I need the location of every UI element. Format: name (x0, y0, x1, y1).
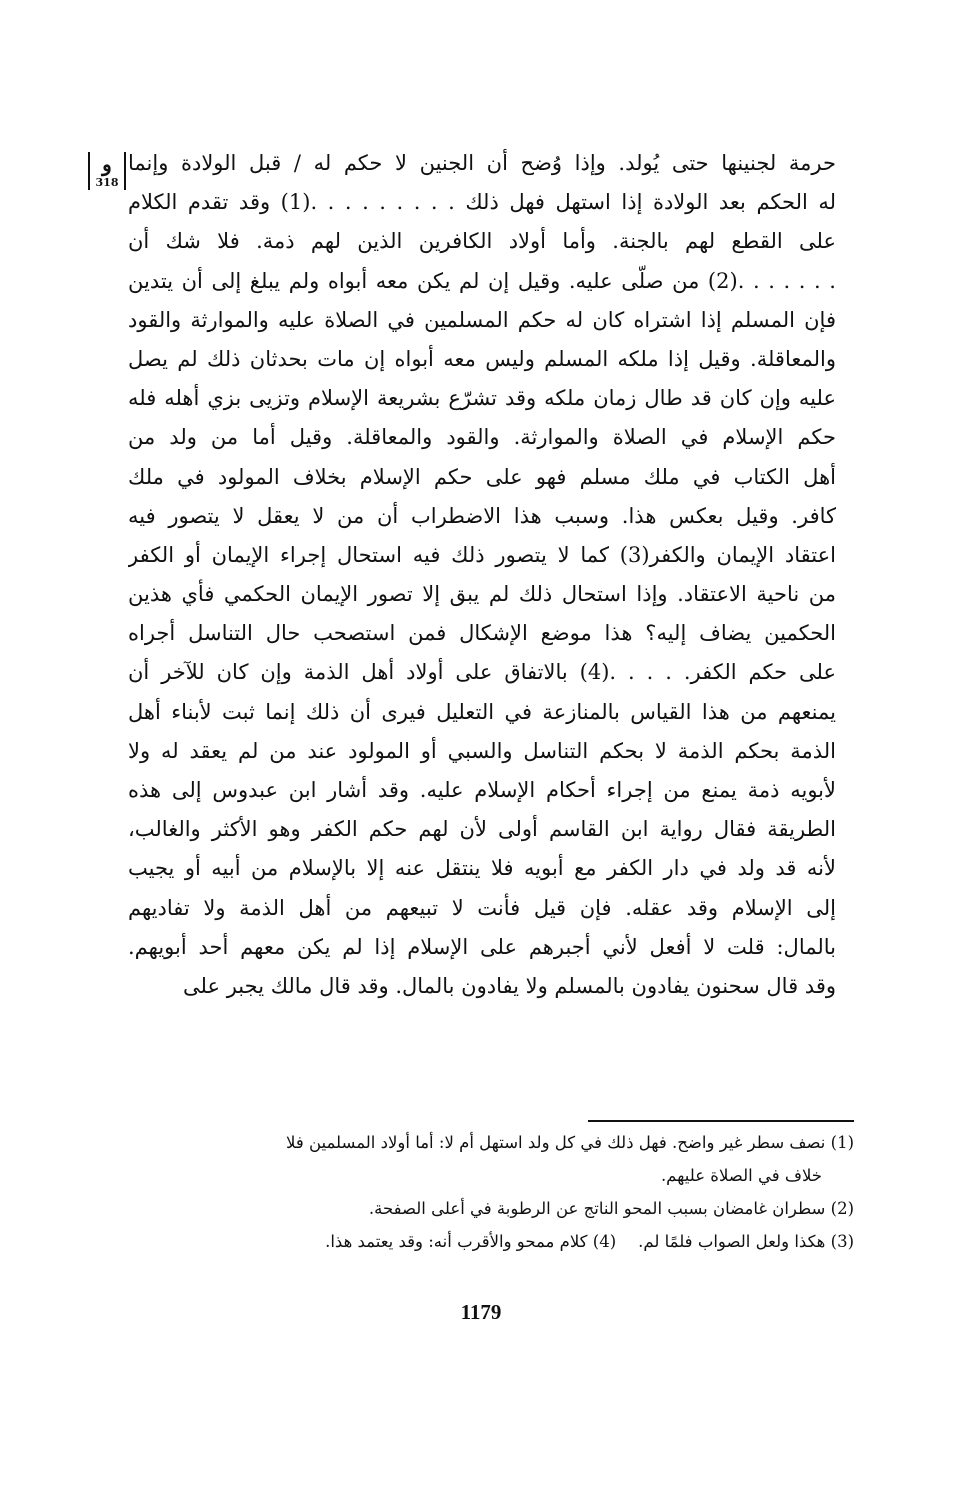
text-line: حرمة لجنينها حتى يُولد. وإذا وُضح أن الجنين لا حكم له / قبل الولادة وإنما (128, 151, 836, 175)
footnote-separator (588, 1120, 854, 1122)
manuscript-folio-marker (88, 152, 126, 190)
text-line: كافر. وقيل بعكس هذا. وسبب هذا الاضطراب أن من لا يعقل لا يتصور فيه (128, 503, 836, 528)
main-text (128, 144, 836, 1006)
text-line: من ناحية الاعتقاد. وإذا استحال ذلك لم يبق إلا تصور الإيمان الحكمي فأي هذين (128, 582, 836, 607)
footnote-1: (1) نصف سطر غير واضح. فهل ذلك في كل ولد استهل أم لا: أما أولاد المسلمين فلا (286, 1133, 854, 1152)
text-line: لأنه قد ولد في دار الكفر مع أبويه فلا ينتقل عنه إلا بالإسلام من أبيه أو يجيب (128, 856, 836, 881)
text-line: على القطع لهم بالجنة. وأما أولاد الكافرين الذين لهم ذمة. فلا شك أن (128, 229, 836, 254)
text-line: الحكمين يضاف إليه؟ هذا موضع الإشكال فمن استصحب حال التناسل أجراه (128, 621, 836, 646)
text-line: عليه وإن كان قد طال زمان ملكه وقد تشرّع بشريعة الإسلام وتزيى بزي أهله فله (128, 386, 836, 411)
footnote-2: (2) سطران غامضان بسبب المحو الناتج عن الرطوبة في أعلى الصفحة. (368, 1199, 854, 1218)
folio-number: 318 (95, 176, 119, 189)
text-line: بالمال: قلت لا أفعل لأني أجبرهم على الإسلام إذا لم يكن معهم أحد أبويهم. (128, 934, 836, 959)
text-line: الذمة بحكم الذمة لا بحكم التناسل والسبي أو المولود عند من لم يعقد له ولا (128, 738, 836, 763)
text-line: أهل الكتاب في ملك مسلم فهو على حكم الإسلام بخلاف المولود في ملك (128, 464, 836, 489)
text-line: لأبويه ذمة يمنع من إجراء أحكام الإسلام عليه. وقد أشار ابن عبدوس إلى هذه (128, 778, 836, 802)
page-number: 1179 (460, 1300, 502, 1324)
text-line: والمعاقلة. وقيل إذا ملكه المسلم وليس معه أبواه إن مات بحدثان ذلك لم يصل (128, 346, 836, 371)
footnotes (120, 1126, 854, 1258)
footnote-1-continuation: خلاف في الصلاة عليهم. (660, 1166, 822, 1185)
footnote-3-4-row (120, 1225, 854, 1258)
text-line: يمنعهم من هذا القياس بالمنازعة في التعليل فيرى أن ذلك إنما ثبت لأبناء أهل (128, 699, 836, 724)
text-line: وقد قال سحنون يفادون بالمسلم ولا يفادون بالمال. وقد قال مالك يجبر على (183, 973, 836, 998)
text-line: اعتقاد الإيمان والكفر(3) كما لا يتصور ذلك فيه استحال إجراء الإيمان أو الكفر (128, 542, 836, 567)
folio-side-letter: و (102, 152, 112, 176)
text-line: الطريقة فقال رواية ابن القاسم أولى لأن لهم حكم الكفر وهو الأكثر والغالب، (128, 817, 836, 842)
text-line: حكم الإسلام في الصلاة والموارثة. والقود والمعاقلة. وقيل أما من ولد من (128, 425, 836, 450)
footnote-4: (4) كلام ممحو والأقرب أنه: وقد يعتمد هذا. (325, 1232, 617, 1251)
text-line: إلى الإسلام وقد عقله. فإن قيل فأنت لا تبيعهم من أهل الذمة ولا تفاديهم (128, 895, 836, 920)
footnote-3: (3) هكذا ولعل الصواب فلمًا لم. (638, 1232, 854, 1251)
text-line: له الحكم بعد الولادة إذا استهل فهل ذلك . . . . . . . . .(1) وقد تقدم الكلام (128, 190, 836, 215)
text-line: فإن المسلم إذا اشتراه كان له حكم المسلمين في الصلاة عليه والموارثة والقود (128, 307, 836, 332)
text-line: على حكم الكفر. . . . .(4) بالاتفاق على أولاد أهل الذمة وإن كان للآخر أن (128, 660, 836, 685)
text-line: . . . . . . .(2) من صلّى عليه. وقيل إن لم يكن معه أبواه ولم يبلغ إلى أن يتدين (128, 268, 836, 293)
